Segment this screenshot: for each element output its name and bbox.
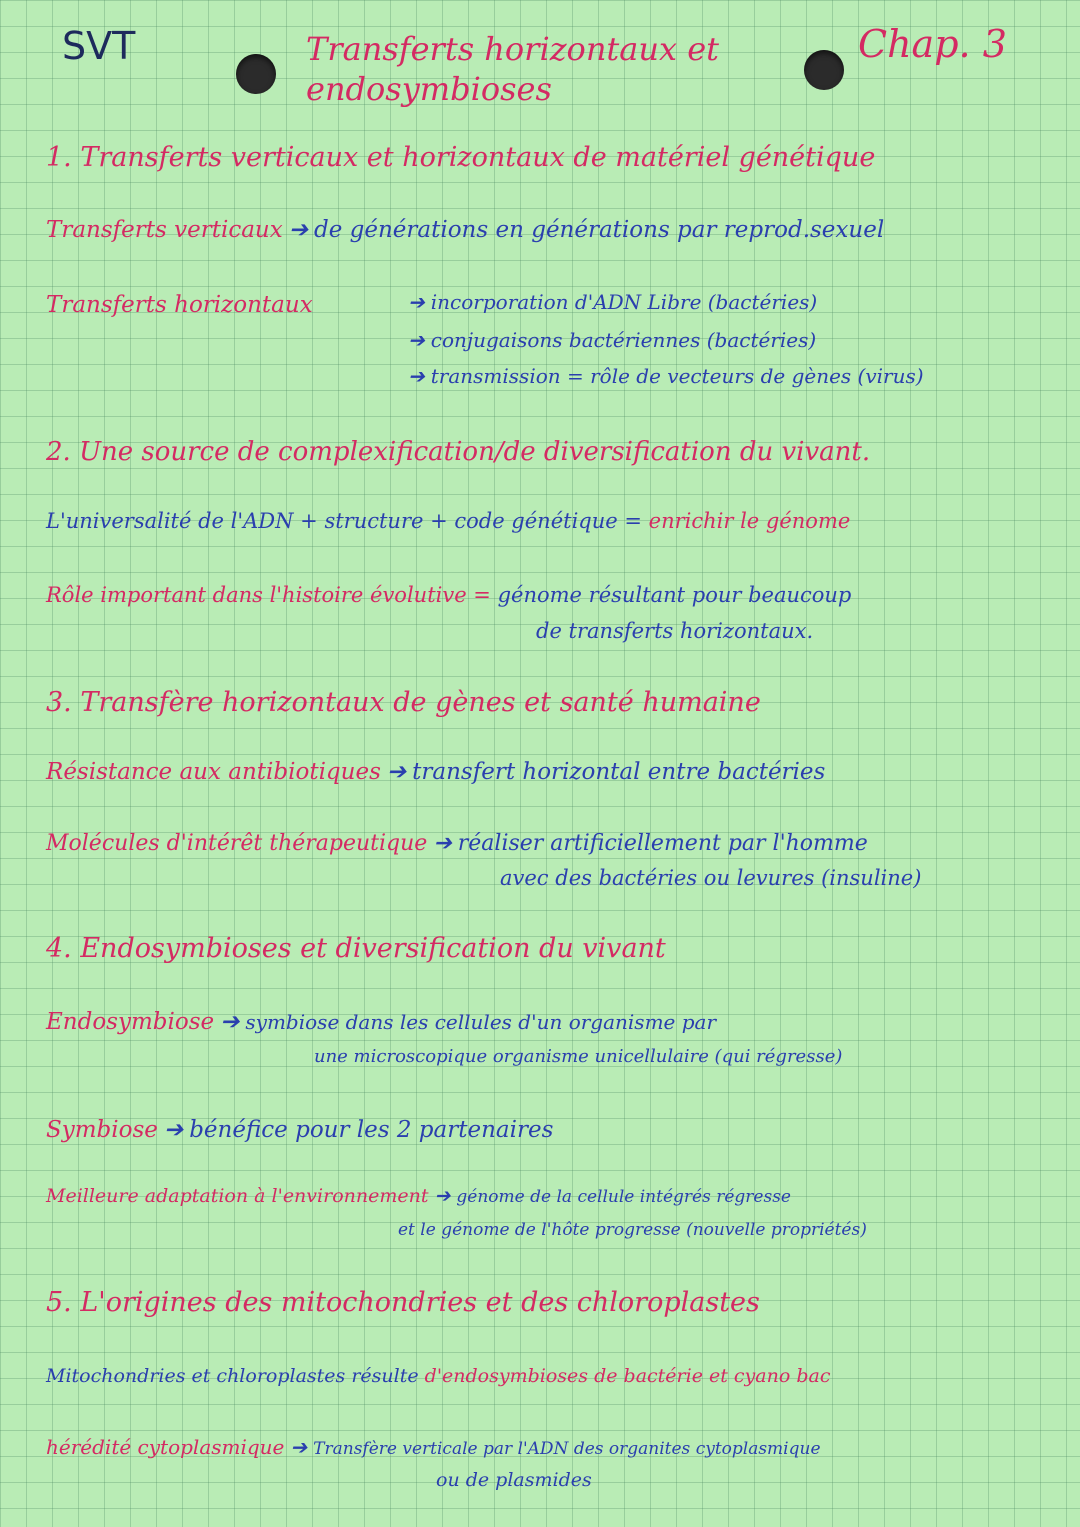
dna-universality-row: L'universalité de l'ADN + structure + code génétique = enrichir le génome — [46, 509, 851, 533]
horizontal-item-1: ➔ incorporation d'ADN Libre (bactéries) — [408, 290, 818, 314]
therapeutic-molecules-continuation: avec des bactéries ou levures (insuline) — [500, 866, 922, 890]
arrow-icon: ➔ — [433, 831, 452, 856]
binder-hole-right — [804, 50, 844, 90]
horizontal-item-3: ➔ transmission = rôle de vecteurs de gènes (virus) — [408, 364, 924, 388]
adaptation-continuation: et le génome de l'hôte progresse (nouvelle propriétés) — [398, 1220, 867, 1240]
arrow-icon: ➔ — [220, 1009, 240, 1035]
section-3-heading: 3. Transfère horizontaux de gènes et santé humaine — [46, 687, 761, 718]
vertical-transfer-text: de générations en générations par reprod.sexuel — [314, 217, 885, 243]
arrow-icon: ➔ — [408, 328, 425, 352]
vertical-transfer-label: Transferts verticaux — [46, 217, 283, 243]
cytoplasmic-heredity-row: hérédité cytoplasmique ➔ Transfère verticale par l'ADN des organites cytoplasmique — [46, 1435, 821, 1459]
cytoplasmic-heredity-continuation: ou de plasmides — [436, 1469, 592, 1491]
page-title-line1: Transferts horizontaux et — [306, 30, 719, 68]
symbiosis-row: Symbiose ➔ bénéfice pour les 2 partenaires — [46, 1117, 554, 1143]
evolution-role-continuation: de transferts horizontaux. — [536, 619, 814, 643]
section-5-heading: 5. L'origines des mitochondries et des chloroplastes — [46, 1287, 760, 1318]
arrow-icon: ➔ — [434, 1185, 451, 1207]
vertical-transfer-row — [46, 218, 884, 243]
arrow-icon: ➔ — [408, 364, 425, 388]
arrow-icon: ➔ — [290, 1435, 308, 1459]
therapeutic-molecules-row: Molécules d'intérêt thérapeutique ➔ réaliser artificiellement par l'homme — [46, 831, 868, 856]
page-title-line2: endosymbioses — [306, 70, 552, 108]
arrow-icon: ➔ — [386, 759, 407, 785]
horizontal-transfer-label: Transferts horizontaux — [46, 292, 313, 318]
evolution-role-row: Rôle important dans l'histoire évolutive = génome résultant pour beaucoup — [46, 583, 852, 607]
subject-label: SVT — [62, 24, 136, 68]
arrow-icon: ➔ — [288, 217, 308, 243]
section-1-heading: 1. Transferts verticaux et horizontaux de matériel génétique — [46, 142, 876, 173]
adaptation-row: Meilleure adaptation à l'environnement ➔ génome de la cellule intégrés régresse — [46, 1185, 791, 1207]
section-4-heading: 4. Endosymbioses et diversification du vivant — [46, 933, 666, 964]
antibiotic-resistance-row: Résistance aux antibiotiques ➔ transfert horizontal entre bactéries — [46, 759, 826, 785]
arrow-icon: ➔ — [408, 290, 425, 314]
horizontal-item-2: ➔ conjugaisons bactériennes (bactéries) — [408, 328, 817, 352]
organelle-origin-row: Mitochondries et chloroplastes résulte d'endosymbioses de bactérie et cyano bac — [46, 1365, 831, 1387]
endosymbiosis-row: Endosymbiose ➔ symbiose dans les cellules d'un organisme par — [46, 1009, 717, 1035]
section-2-heading: 2. Une source de complexification/de diversification du vivant. — [46, 437, 871, 467]
endosymbiosis-continuation: une microscopique organisme unicellulaire (qui régresse) — [314, 1046, 843, 1067]
arrow-icon: ➔ — [163, 1117, 184, 1143]
binder-hole-left — [236, 54, 276, 94]
chapter-label: Chap. 3 — [858, 22, 1007, 66]
